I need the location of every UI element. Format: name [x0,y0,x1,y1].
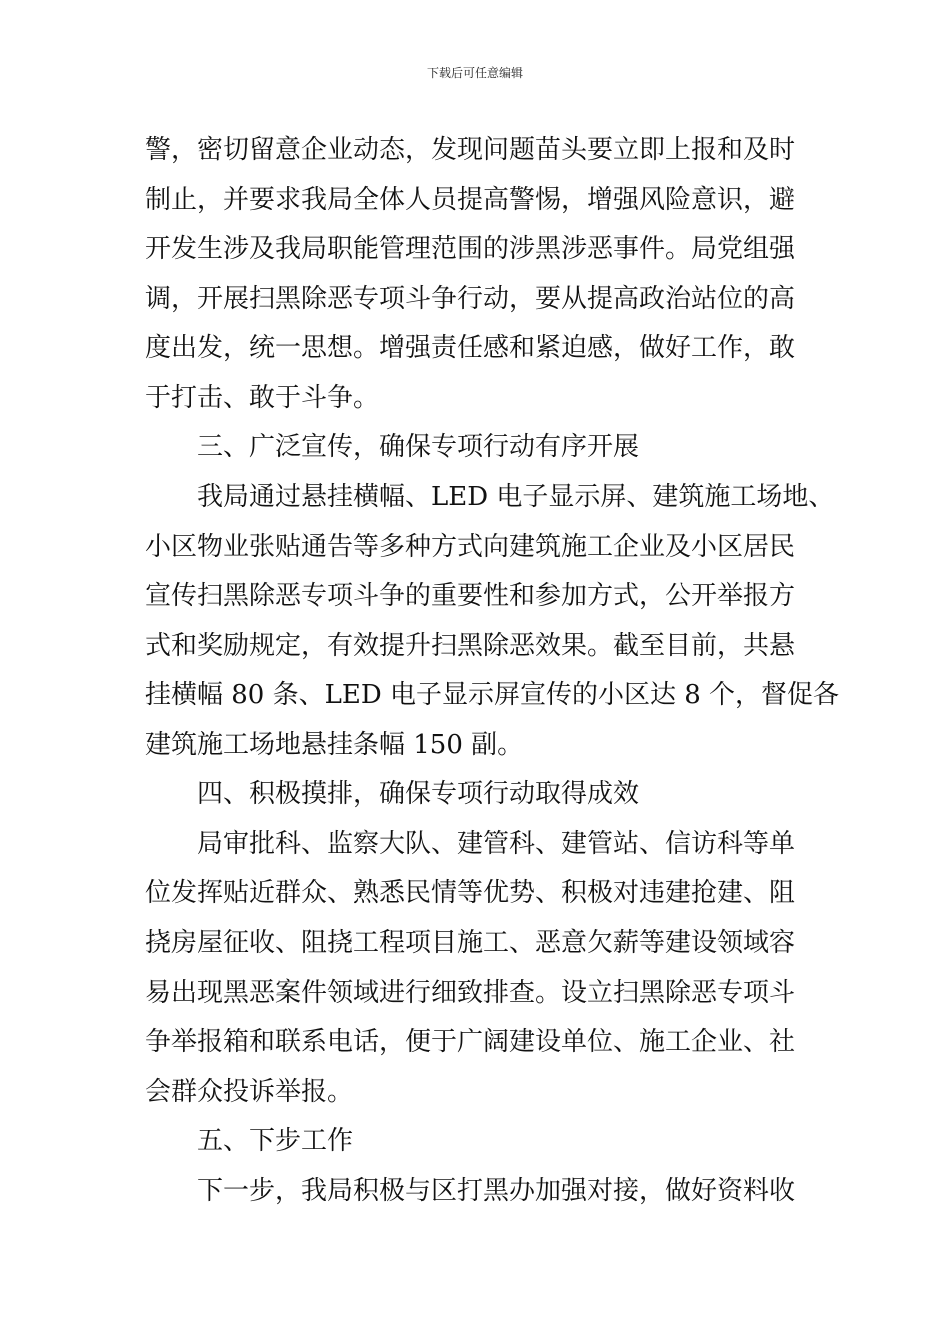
text-line: 制止，并要求我局全体人员提高警惕，增强风险意识，避 [145,185,796,215]
text-line: 警，密切留意企业动态，发现问题苗头要立即上报和及时 [145,135,796,165]
text-line: 宣传扫黑除恶专项斗争的重要性和参加方式，公开举报方 [145,581,796,611]
text-line: 建筑施工场地悬挂条幅 150 副。 [145,730,524,760]
text-line: 挂横幅 80 条、LED 电子显示屏宣传的小区达 8 个，督促各 [145,680,840,710]
text-line: 下一步，我局积极与区打黑办加强对接，做好资料收 [197,1176,796,1206]
text-line: 小区物业张贴通告等多种方式向建筑施工企业及小区居民 [145,532,796,562]
section-heading: 五、下步工作 [197,1126,354,1156]
text-line: 易出现黑恶案件领域进行细致排查。设立扫黑除恶专项斗 [145,978,796,1008]
text-line: 于打击、敢于斗争。 [145,383,380,413]
text-line: 度出发，统一思想。增强责任感和紧迫感，做好工作，敢 [145,333,796,363]
text-line: 争举报箱和联系电话，便于广阔建设单位、施工企业、社 [145,1027,796,1057]
text-line: 位发挥贴近群众、熟悉民情等优势、积极对违建抢建、阻 [145,878,796,908]
text-line: 挠房屋征收、阻挠工程项目施工、恶意欠薪等建设领域容 [145,928,796,958]
section-heading: 三、广泛宣传，确保专项行动有序开展 [197,432,640,462]
page-header: 下载后可任意编辑 [426,66,523,80]
text-line: 开发生涉及我局职能管理范围的涉黑涉恶事件。局党组强 [145,234,796,264]
text-line: 会群众投诉举报。 [145,1077,354,1107]
text-line: 我局通过悬挂横幅、LED 电子显示屏、建筑施工场地、 [197,482,835,512]
section-heading: 四、积极摸排，确保专项行动取得成效 [197,779,640,809]
text-line: 局审批科、监察大队、建管科、建管站、信访科等单 [197,829,796,859]
text-line: 调，开展扫黑除恶专项斗争行动，要从提高政治站位的高 [145,284,796,314]
text-line: 式和奖励规定，有效提升扫黑除恶效果。截至目前，共悬 [145,631,796,661]
